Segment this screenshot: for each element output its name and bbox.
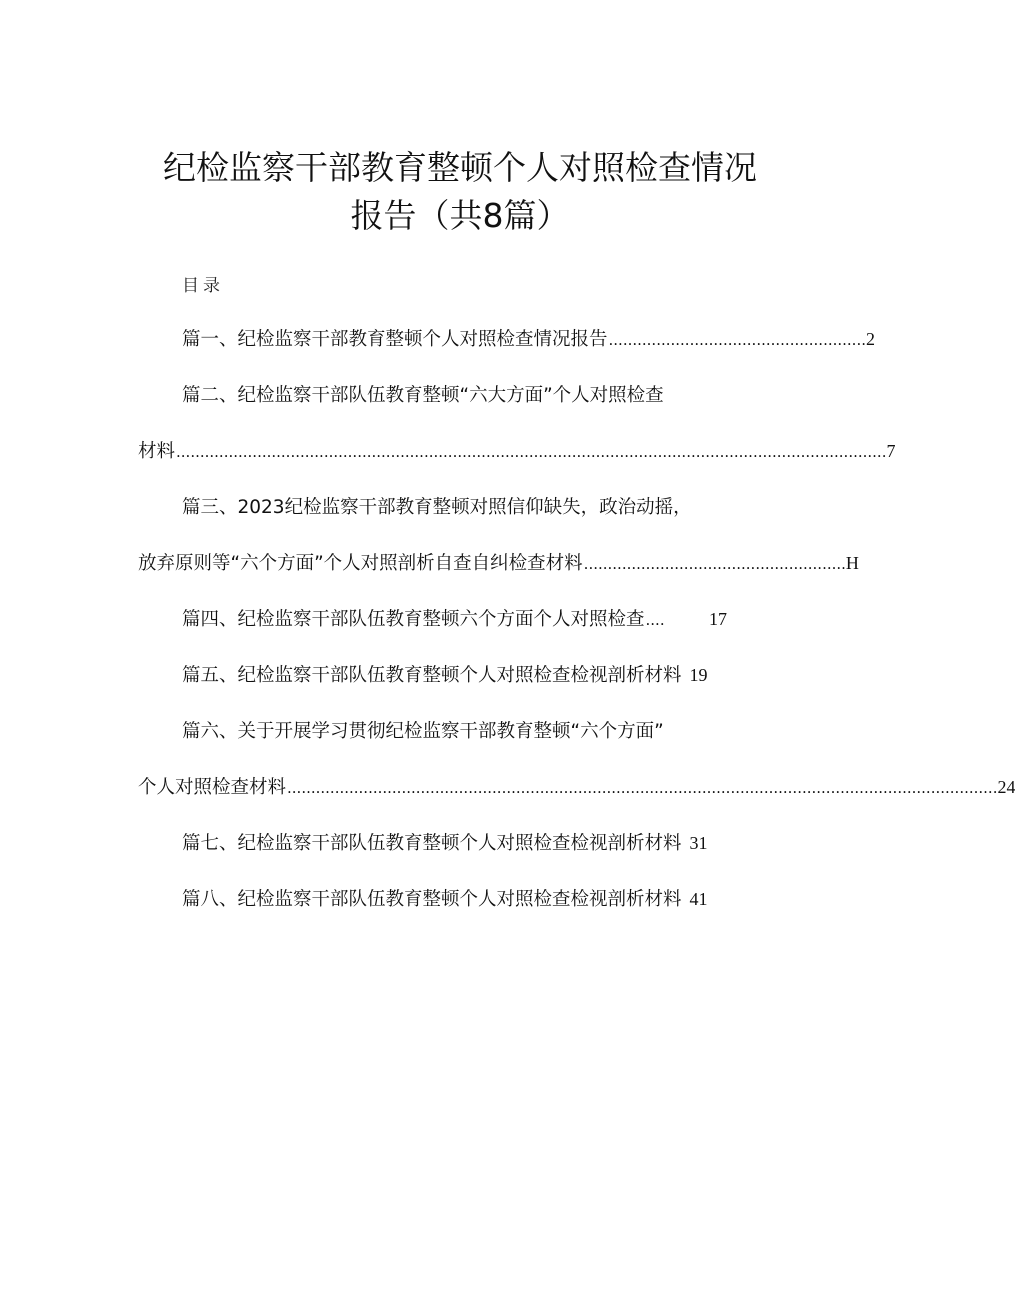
toc-page-number: H (845, 553, 859, 573)
toc-leader-dots: ....................................................... (583, 555, 846, 573)
toc-entry-text: 篇七、纪检监察干部队伍教育整顿个人对照检查检视剖析材料 (182, 833, 682, 854)
toc-page-number: 19 (689, 665, 708, 685)
document-title-line-1: 纪检监察干部教育整顿个人对照检查情况 (163, 148, 757, 187)
toc-entry-text: 篇四、纪检监察干部队伍教育整顿六个方面个人对照检查 (182, 609, 645, 630)
toc-entry-3-line-2[interactable] (138, 549, 859, 575)
toc-page-number: 7 (886, 441, 896, 461)
toc-entry-5[interactable] (182, 661, 767, 687)
toc-entry-text: 篇一、纪检监察干部教育整顿个人对照检查情况报告 (182, 329, 608, 350)
toc-entry-text: 篇八、纪检监察干部队伍教育整顿个人对照检查检视剖析材料 (182, 889, 682, 910)
toc-entry-text: 篇二、纪检监察干部队伍教育整顿“六大方面”个人对照检查 (182, 385, 664, 406)
toc-page-number: 41 (689, 889, 708, 909)
toc-entry-2-line-1[interactable] (182, 381, 742, 407)
toc-entry-text: 个人对照检查材料 (138, 777, 287, 798)
toc-entry-text: 篇六、关于开展学习贯彻纪检监察干部教育整顿“六个方面” (182, 721, 664, 742)
toc-entry-text: 放弃原则等“六个方面”个人对照剖析自查自纠检查材料 (138, 553, 583, 574)
toc-entry-4[interactable] (182, 605, 727, 631)
toc-entry-text: 篇三、2023纪检监察干部教育整顿对照信仰缺失，政治动摇， (182, 497, 692, 518)
toc-heading: 目录 (182, 276, 224, 296)
toc-page-number: 17 (709, 609, 727, 629)
toc-entry-2-line-2[interactable] (138, 437, 896, 463)
toc-leader-dots: ..................................................................................................................................................... (176, 443, 887, 461)
toc-entry-text: 篇五、纪检监察干部队伍教育整顿个人对照检查检视剖析材料 (182, 665, 682, 686)
toc-page-number: 2 (866, 329, 875, 349)
document-title-line-2: 报告（共8篇） (350, 196, 570, 235)
toc-leader-dots: ...................................................... (608, 331, 866, 349)
toc-entry-8[interactable] (182, 885, 767, 911)
toc-leader-dots: .... (645, 611, 665, 629)
toc-page-number: 24 (997, 777, 1015, 797)
toc-entry-text: 材料 (138, 441, 176, 462)
toc-entry-6-line-1[interactable] (182, 717, 742, 743)
toc-leader-dots: ..................................................................................................................................................... (287, 779, 998, 797)
toc-page-number: 31 (689, 833, 708, 853)
toc-entry-6-line-2[interactable] (138, 773, 1015, 799)
toc-entry-3-line-1[interactable] (182, 493, 742, 519)
toc-entry-7[interactable] (182, 829, 767, 855)
toc-entry-1[interactable] (182, 325, 875, 351)
